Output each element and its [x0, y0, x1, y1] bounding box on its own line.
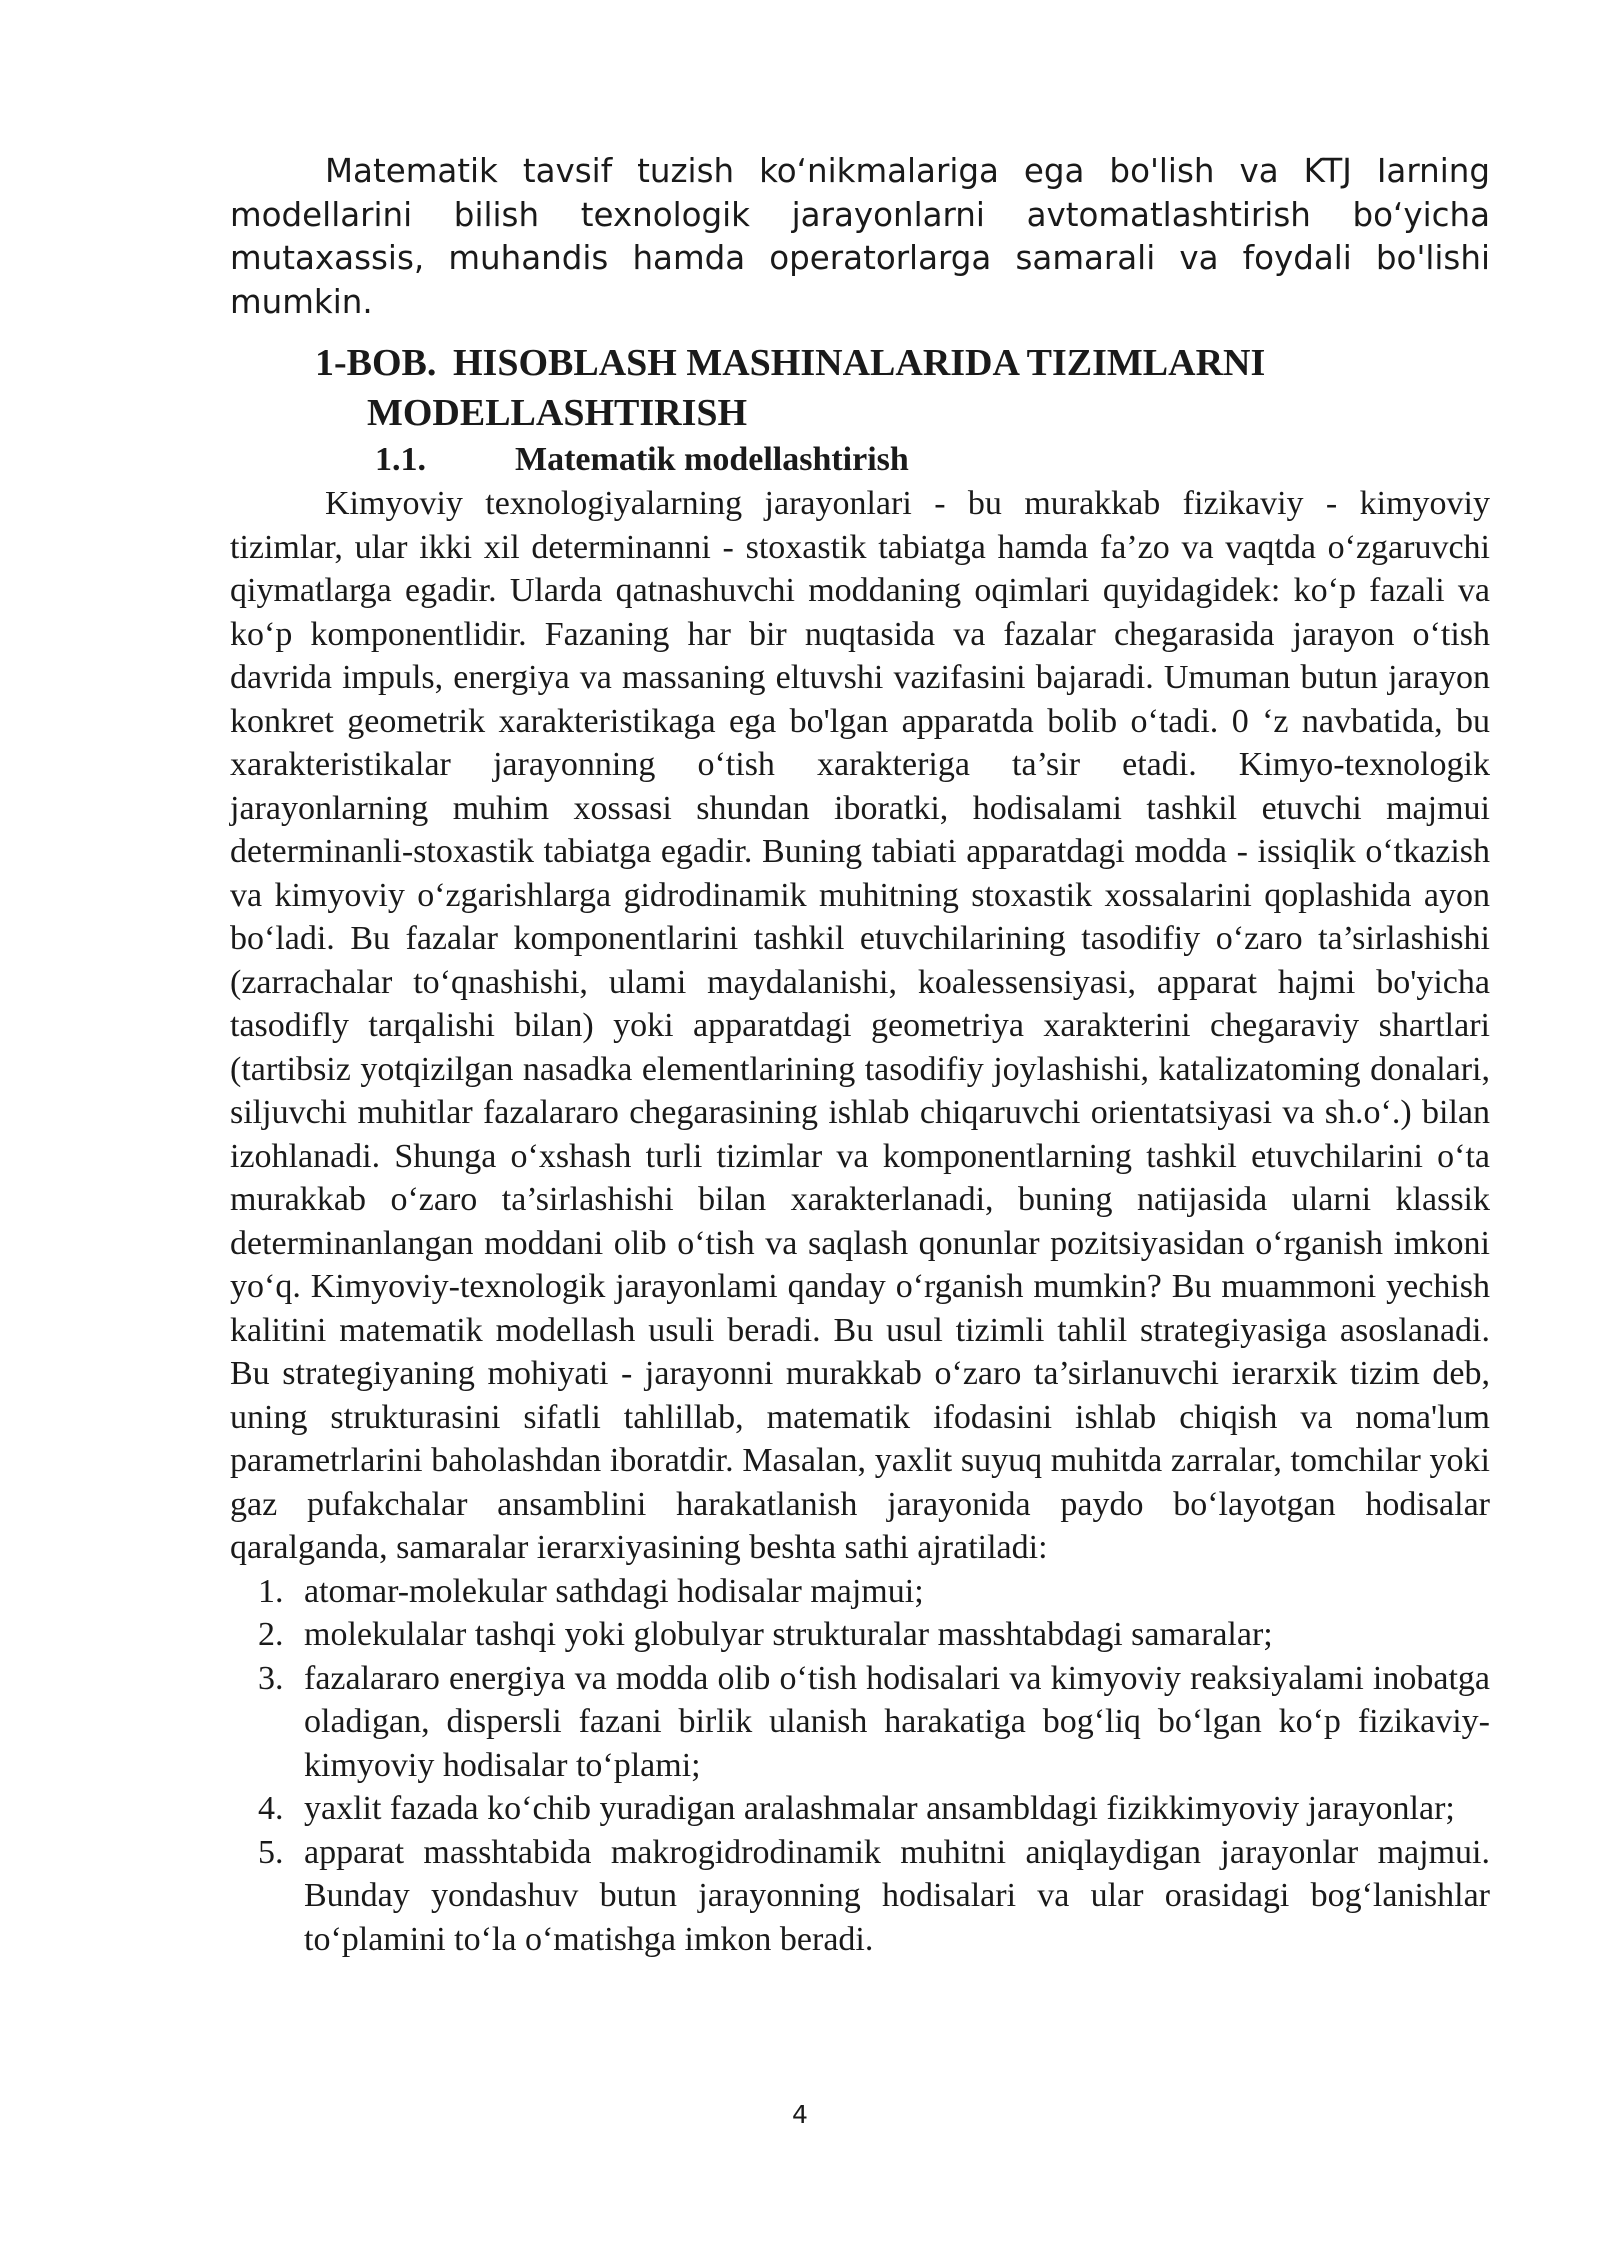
list-item: [230, 1657, 1490, 1788]
list-item: [230, 1831, 1490, 1962]
intro-paragraph: Matematik tavsif tuzish ko‘nikmalariga ega bo'lish va KTJ Iarning modellarini bilish texnologik jarayonlarni avtomatlashtirish bo‘yicha mutaxassis, muhandis hamda operatorlarga samarali va foydali bo'lishi mumkin.: [230, 152, 1490, 321]
list-marker: 1.: [258, 1572, 284, 1610]
list-marker: 3.: [258, 1659, 284, 1697]
list-item-text: atomar-molekular sathdagi hodisalar majmui;: [304, 1572, 924, 1610]
hierarchy-levels-list: [230, 1570, 1490, 1962]
page-number: 4: [792, 2100, 808, 2129]
list-item-text: fazalararo energiya va modda olib o‘tish hodisalari va kimyoviy reaksiyalami inobatga oladigan, dispersli fazani birlik ulanish harakatiga bog‘liq bo‘lgan ko‘p fizikaviy-kimyoviy hodisalar to‘plami;: [304, 1659, 1490, 1784]
chapter-number: 1-BOB.: [315, 342, 437, 384]
list-marker: 4.: [258, 1790, 284, 1827]
chapter-title-line1: HISOBLASH MASHINALARIDA TIZIMLARNI: [453, 342, 1266, 384]
list-item-text: molekulalar tashqi yoki globulyar strukturalar masshtabdagi samaralar;: [304, 1616, 1273, 1653]
chapter-title-line2: MODELLASHTIRISH: [367, 392, 748, 434]
list-marker: 2.: [258, 1616, 284, 1653]
list-marker: 5.: [258, 1833, 284, 1871]
list-item: [230, 1613, 1490, 1657]
page-content: [230, 150, 1490, 1961]
body-paragraph: Kimyoviy texnologiyalarning jarayonlari - bu murakkab fizikaviy - kimyoviy tizimlar, ular ikki xil determinanni - stoxastik tabiatga hamda fa’zo va vaqtda o‘zgaruvchi qiymatlarga egadir. Ularda qatnashuvchi moddaning oqimlari quyidagidek: ko‘p fazali va ko‘p komponentlidir. Fazaning har bir nuqtasida va fazalar chegarasida jarayon o‘tish davrida impuls, energiya va massaning eltuvshi vazifasini bajaradi. Umuman butun jarayon konkret geometrik xarakteristikaga ega bo'lgan apparatda bolib o‘tadi. 0 ‘z navbatida, bu xarakteristikalar jarayonning o‘tish xarakteriga ta’sir etadi. Kimyo-texnologik jarayonlarning muhim xossasi shundan iboratki, hodisalami tashkil etuvchi majmui determinanli-stoxastik tabiatga egadir. Buning tabiati apparatdagi modda - issiqlik o‘tkazish va kimyoviy o‘zgarishlarga gidrodinamik muhitning stoxastik xossalarini qoplashida ayon bo‘ladi. Bu fazalar komponentlarini tashkil etuvchilarining tasodifiy o‘zaro ta’sirlashishi (zarrachalar to‘qnashishi, ulami maydalanishi, koalessensiyasi, apparat hajmi bo'yicha tasodifly tarqalishi bilan) yoki apparatdagi geometriya xarakterini chegaraviy shartlari (tartibsiz yotqizilgan nasadka elementlarining tasodifiy joylashishi, katalizatoming donalari, siljuvchi muhitlar fazalararo chegarasining ishlab chiqaruvchi orientatsiyasi va sh.o‘.) bilan izohlanadi. Shunga o‘xshash turli tizimlar va komponentlarning tashkil etuvchilarini o‘ta murakkab o‘zaro ta’sirlashishi bilan xarakterlanadi, buning natijasida ularni klassik determinanlangan moddani olib o‘tish va saqlash qonunlar pozitsiyasidan o‘rganish imkoni yo‘q. Kimyoviy-texnologik jarayonlami qanday o‘rganish mumkin? Bu muammoni yechish kalitini matematik modellash usuli beradi. Bu usul tizimli tahlil strategiyasiga asoslanadi. Bu strategiyaning mohiyati - jarayonni murakkab o‘zaro ta’sirlanuvchi ierarxik tizim deb, uning strukturasini sifatli tahlillab, matematik ifodasini ishlab chiqish va noma'lum parametrlarini baholashdan iboratdir. Masalan, yaxlit suyuq muhitda zarralar, tomchilar yoki gaz pufakchalar ansamblini harakatlanish jarayonida paydo bo‘layotgan hodisalar qaralganda, samaralar ierarxiyasining beshta sathi ajratiladi:: [230, 485, 1490, 1566]
list-item: [230, 1787, 1490, 1831]
chapter-heading: [230, 338, 1490, 438]
list-item-text: apparat masshtabida makrogidrodinamik muhitni aniqlaydigan jarayonlar majmui. Bunday yondashuv butun jarayonning hodisalari va ular orasidagi bog‘lanishlar to‘plamini to‘la o‘matishga imkon beradi.: [304, 1833, 1490, 1958]
section-title: Matematik modellashtirish: [515, 441, 909, 478]
section-heading: [230, 438, 1490, 482]
section-number: 1.1.: [375, 441, 426, 478]
list-item: [230, 1570, 1490, 1614]
list-item-text: yaxlit fazada ko‘chib yuradigan aralashmalar ansambldagi fizikkimyoviy jarayonlar;: [304, 1790, 1455, 1827]
